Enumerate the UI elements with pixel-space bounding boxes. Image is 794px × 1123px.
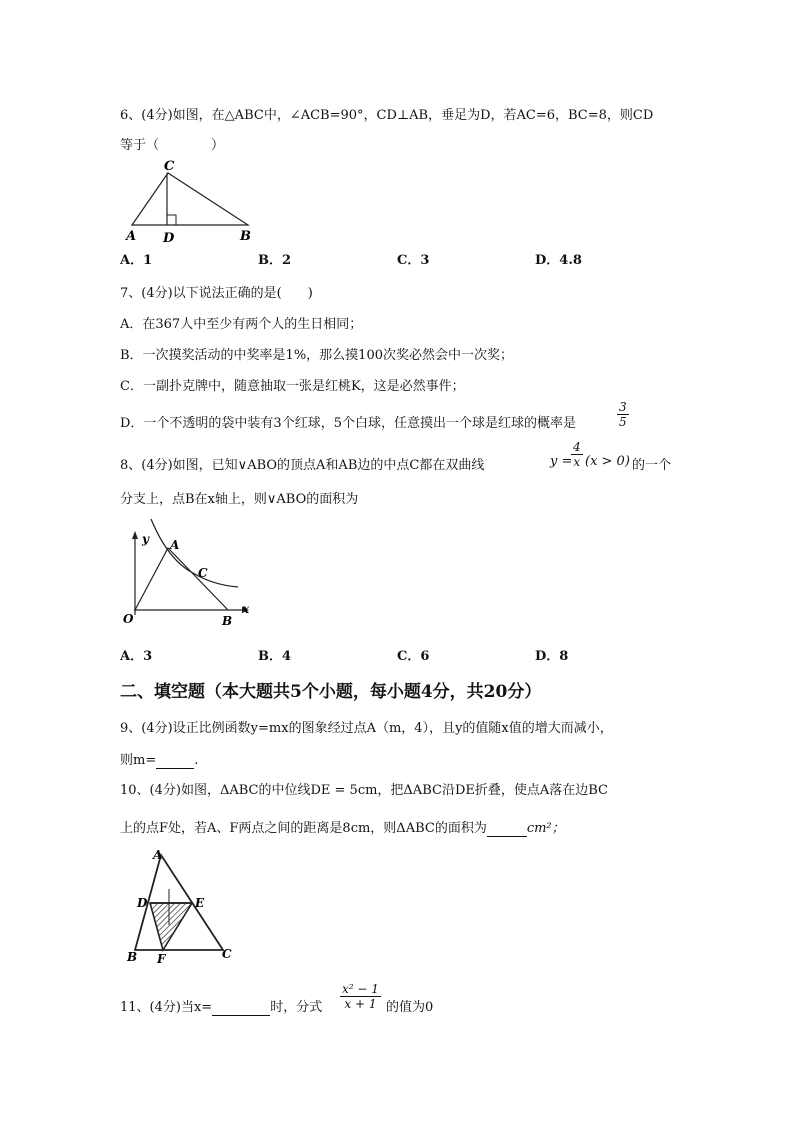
label-e: E [195, 896, 205, 910]
q7-fraction [617, 400, 629, 429]
label-y: y [142, 532, 149, 546]
q6-option-a: A．1 [120, 253, 153, 268]
q8-eq-y: y = [550, 454, 573, 469]
label-b: B [240, 229, 251, 244]
triangle-abc [132, 173, 248, 225]
q10-stem-cont [120, 817, 565, 837]
q8-eq-cond: (x > 0) [585, 454, 630, 469]
q6-stem: 6、(4分)如图，在△ABC中，∠ACB=90°，CD⊥AB，垂足为D，若AC=6，BC=8，则CD [120, 108, 654, 123]
q11-frac-den: x + 1 [340, 996, 381, 1011]
q6-option-d: D．4.8 [535, 253, 582, 268]
label-c: C [164, 159, 175, 174]
q6-option-b: B．2 [258, 253, 292, 268]
q8-frac-den: x [571, 454, 583, 469]
q8-stem-cont: 分支上，点B在x轴上，则∨ABO的面积为 [120, 492, 359, 507]
q11-stem [120, 996, 322, 1016]
section-title: 二、填空题（本大题共5个小题，每小题4分，共20分） [120, 682, 542, 702]
q10-answer-blank [487, 821, 527, 837]
q7-frac-den: 5 [619, 415, 627, 429]
q7-option-d: D．一个不透明的袋中装有3个红球，5个白球，任意摸出一个球是红球的概率是 [120, 416, 576, 431]
q7-option-a: A．在367人中至少有两个人的生日相同； [120, 317, 363, 332]
label-c: C [222, 947, 232, 961]
label-x: x [242, 602, 250, 616]
q9-answer-blank [156, 753, 194, 769]
y-axis-arrow [132, 531, 138, 539]
q11-text-b: 时，分式 [270, 1000, 323, 1015]
q10-stem: 10、(4分)如图，ΔABC的中位线DE = 5cm，把ΔABC沿DE折叠，使点A落在边BC [120, 783, 608, 798]
label-d: D [163, 231, 175, 246]
q6-stem-cont: 等于（ ） [120, 138, 225, 153]
q10-text-b: cm²； [526, 821, 565, 836]
q6-option-c: C．3 [397, 253, 430, 268]
label-o: O [123, 612, 134, 626]
label-a: A [170, 538, 180, 552]
label-d: D [137, 896, 148, 910]
q8-hyperbola-figure [118, 515, 258, 630]
q10-fold-figure [125, 845, 240, 970]
label-c: C [198, 566, 208, 580]
q8-fraction [571, 440, 583, 469]
q8-option-c: C．6 [397, 649, 430, 664]
label-b: B [222, 614, 233, 628]
label-f: F [157, 952, 166, 966]
q11-stem-tail: 的值为0 [386, 1000, 434, 1015]
q11-fraction [340, 982, 381, 1011]
q8-option-a: A．3 [120, 649, 153, 664]
label-a: A [153, 848, 163, 862]
q7-option-c: C．一副扑克牌中，随意抽取一张是红桃K，这是必然事件； [120, 379, 465, 394]
q9-text-b: . [194, 753, 199, 768]
q11-frac-num: x² − 1 [342, 982, 379, 996]
q7-stem: 7、(4分)以下说法正确的是( ) [120, 286, 313, 301]
q8-stem-tail: 的一个 [632, 458, 672, 473]
label-b: B [127, 950, 138, 964]
label-a: A [126, 229, 137, 244]
q9-stem-cont [120, 749, 198, 769]
q8-option-b: B．4 [258, 649, 292, 664]
q7-frac-num: 3 [619, 400, 627, 414]
triangle-abo [135, 548, 228, 610]
q11-answer-blank [212, 1000, 270, 1016]
q8-frac-num: 4 [573, 440, 581, 454]
folded-triangle-def [150, 903, 192, 950]
q8-stem: 8、(4分)如图，已知∨ABO的顶点A和AB边的中点C都在双曲线 [120, 458, 485, 473]
q9-text-a: 则m= [120, 753, 157, 768]
q10-text-a: 上的点F处，若A、F两点之间的距离是8cm，则ΔABC的面积为 [120, 821, 487, 836]
q8-option-d: D．8 [535, 649, 569, 664]
right-angle-mark [167, 215, 176, 225]
q11-text-a: 11、(4分)当x= [120, 1000, 213, 1015]
q7-option-b: B．一次摸奖活动的中奖率是1%，那么摸100次奖必然会中一次奖； [120, 348, 513, 363]
q6-triangle-figure [118, 158, 268, 248]
hyperbola-curve [151, 519, 238, 587]
q9-stem: 9、(4分)设正比例函数y=mx的图象经过点A（m，4），且y的值随x值的增大而减小， [120, 721, 613, 736]
